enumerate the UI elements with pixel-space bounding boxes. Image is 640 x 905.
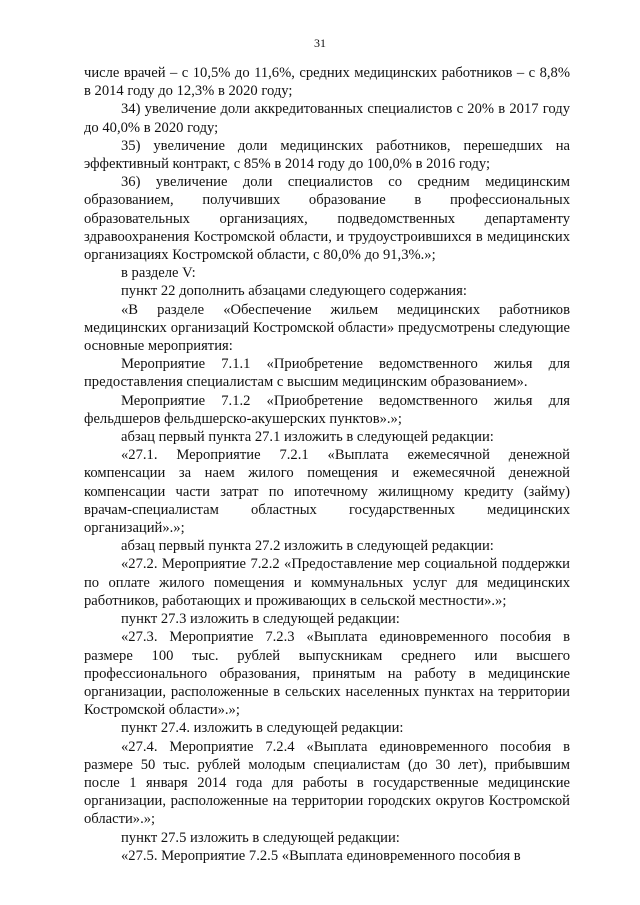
paragraph: пункт 22 дополнить абзацами следующего содержания: (121, 283, 467, 300)
paragraph: «В разделе «Обеспечение жильем медицинских работников медицинских организаций Костромской области» предусмотрены следующие основные мероприятия: (84, 301, 570, 355)
paragraph: пункт 27.3 изложить в следующей редакции: (121, 611, 400, 628)
page-number: 31 (314, 36, 326, 50)
paragraph: пункт 27.4. изложить в следующей редакции: (121, 720, 404, 737)
paragraph: Мероприятие 7.1.2 «Приобретение ведомственного жилья для фельдшеров фельдшерско-акушерских пунктов».»; (84, 392, 570, 427)
paragraph: «27.5. Мероприятие 7.2.5 «Выплата единовременного пособия в (121, 847, 521, 864)
paragraph: «27.1. Мероприятие 7.2.1 «Выплата ежемесячной денежной компенсации за наем жилого помещения и ежемесячной денежной компенсации части затрат по ипотечному жилищному кредиту (займу) врачам-специалистам областных государственных медицинских организаций».»; (84, 447, 570, 537)
paragraph: в разделе V: (121, 265, 196, 282)
paragraph: числе врачей – с 10,5% до 11,6%, средних медицинских работников – с 8,8% в 2014 году до 12,3% в 2020 году; (84, 65, 570, 100)
paragraph: абзац первый пункта 27.2 изложить в следующей редакции: (121, 538, 494, 555)
paragraph: Мероприятие 7.1.1 «Приобретение ведомственного жилья для предоставления специалистам с высшим медицинским образованием». (84, 356, 570, 391)
paragraph: 36) увеличение доли специалистов со средним медицинским образованием, получивших образование в профессиональных образовательных организациях, подведомственных департаменту здравоохранения Костромской области, и трудоустроившихся в медицинских организациях Костромской области, с 80,0% до 91,3%.»; (84, 174, 570, 264)
paragraph: 35) увеличение доли медицинских работников, перешедших на эффективный контракт, с 85% в 2014 году до 100,0% в 2016 году; (84, 137, 570, 173)
paragraph: абзац первый пункта 27.1 изложить в следующей редакции: (121, 429, 494, 446)
paragraph: «27.2. Мероприятие 7.2.2 «Предоставление мер социальной поддержки по оплате жилого помещения и коммунальных услуг для медицинских работников, работающих и проживающих в сельской местности».»; (84, 556, 570, 609)
document-body (84, 64, 570, 865)
paragraph: 34) увеличение доли аккредитованных специалистов с 20% в 2017 году до 40,0% в 2020 году; (84, 101, 570, 136)
paragraph: «27.4. Мероприятие 7.2.4 «Выплата единовременного пособия в размере 50 тыс. рублей молодым специалистам (до 30 лет), прибывшим после 1 января 2014 года для работы в государственные медицинские организации, расположенные на территории городских округов Костромской области».»; (84, 738, 570, 828)
paragraph: «27.3. Мероприятие 7.2.3 «Выплата единовременного пособия в размере 100 тыс. рублей выпускникам среднего или высшего профессионального образования, принятым на работу в медицинские организации, расположенные в сельских населенных пунктах на территории Костромской области».»; (84, 629, 570, 719)
paragraph: пункт 27.5 изложить в следующей редакции: (121, 829, 400, 846)
